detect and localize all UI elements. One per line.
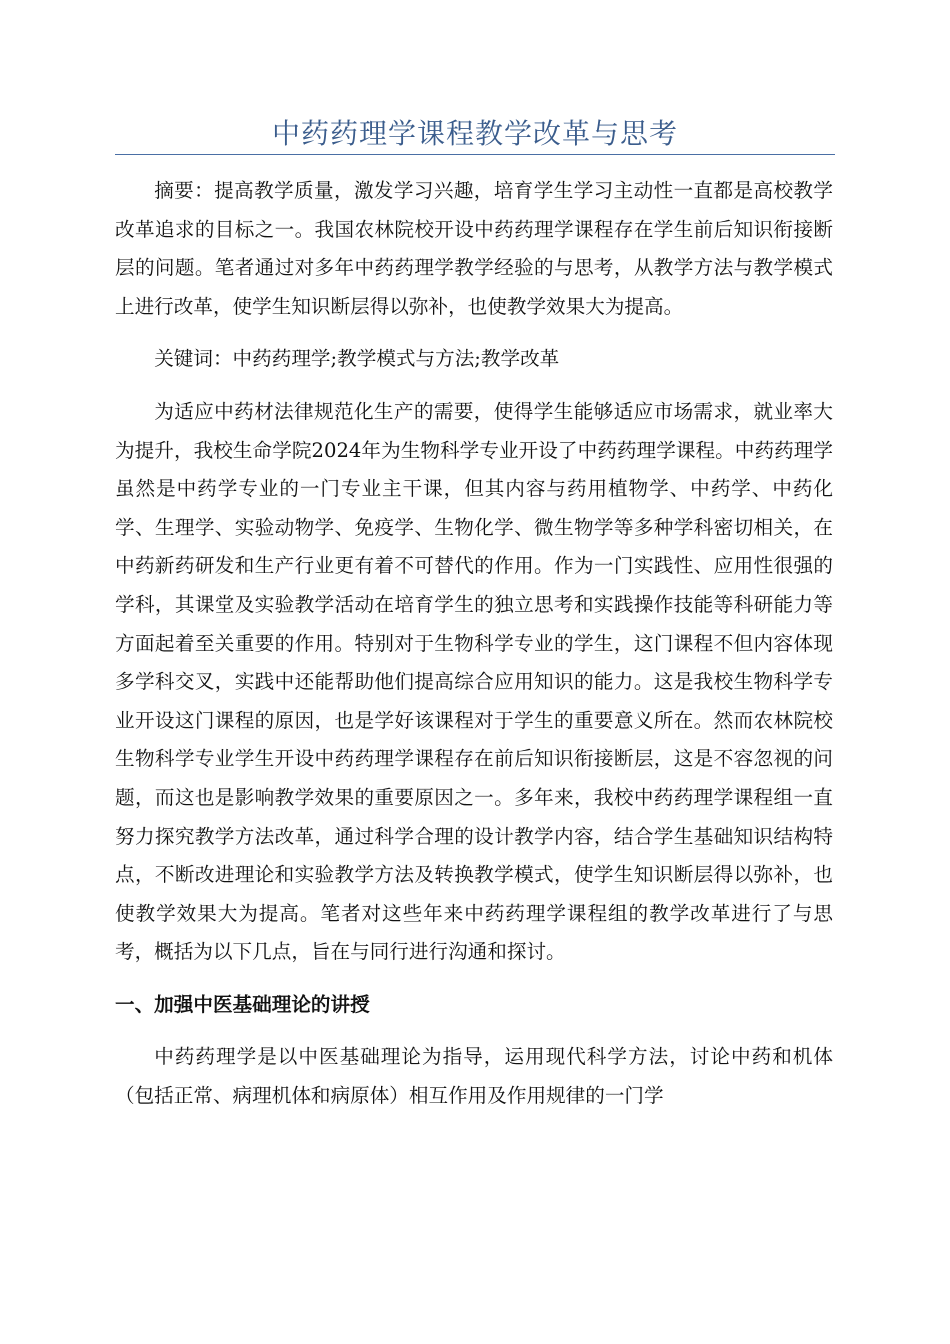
document-body (115, 172, 833, 1116)
spacer (115, 326, 833, 340)
spacer (115, 1024, 833, 1038)
keywords-paragraph: 关键词：中药药理学;教学模式与方法;教学改革 (154, 347, 560, 371)
title-underline (115, 154, 835, 155)
spacer (115, 379, 833, 393)
spacer (115, 972, 833, 986)
abstract-paragraph: 摘要：提高教学质量，激发学习兴趣，培育学生学习主动性一直都是高校教学改革追求的目标之一。我国农林院校开设中药药理学课程存在学生前后知识衔接断层的问题。笔者通过对多年中药药理学教学经验的与思考，从教学方法与教学模式上进行改革，使学生知识断层得以弥补，也使教学效果大为提高。 (115, 179, 833, 318)
section-heading: 一、加强中医基础理论的讲授 (115, 992, 370, 1016)
document-title: 中药药理学课程教学改革与思考 (271, 117, 678, 150)
section-paragraph: 中药药理学是以中医基础理论为指导，运用现代科学方法，讨论中药和机体（包括正常、病理机体和病原体）相互作用及作用规律的一门学 (115, 1045, 833, 1108)
intro-paragraph: 为适应中药材法律规范化生产的需要，使得学生能够适应市场需求，就业率大为提升，我校生命学院2024年为生物科学专业开设了中药药理学课程。中药药理学虽然是中药学专业的一门专业主干课，但其内容与药用植物学、中药学、中药化学、生理学、实验动物学、免疫学、生物化学、微生物学等多种学科密切相关，在中药新药研发和生产行业更有着不可替代的作用。作为一门实践性、应用性很强的学科，其课堂及实验教学活动在培育学生的独立思考和实践操作技能等科研能力等方面起着至关重要的作用。特别对于生物科学专业的学生，这门课程不但内容体现多学科交叉，实践中还能帮助他们提高综合应用知识的能力。这是我校生物科学专业开设这门课程的原因，也是学好该课程对于学生的重要意义所在。然而农林院校生物科学专业学生开设中药药理学课程存在前后知识衔接断层，这是不容忽视的问题，而这也是影响教学效果的重要原因之一。多年来，我校中药药理学课程组一直努力探究教学方法改革，通过科学合理的设计教学内容，结合学生基础知识结构特点，不断改进理论和实验教学方法及转换教学模式，使学生知识断层得以弥补，也使教学效果大为提高。笔者对这些年来中药药理学课程组的教学改革进行了与思考，概括为以下几点，旨在与同行进行沟通和探讨。 (115, 399, 833, 964)
